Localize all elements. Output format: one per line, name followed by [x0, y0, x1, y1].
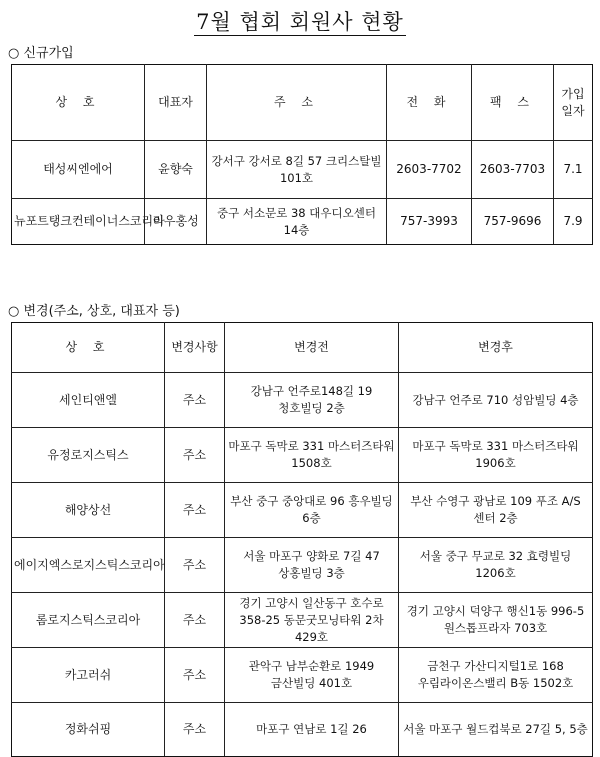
company-name: 세인티앤엘: [12, 373, 165, 428]
header-join-date-line2: 일자: [561, 103, 585, 118]
address-after: 부산 수영구 광남로 109 푸조 A/S 센터 2층: [399, 483, 593, 538]
new-members-heading: ○ 신규가입: [8, 46, 74, 61]
member-rep: 리우홍성: [145, 199, 207, 245]
member-fax: 757-9696: [472, 199, 554, 245]
table-row: [12, 483, 593, 538]
address-before: 관악구 남부순환로 1949 금산빌딩 401호: [225, 648, 399, 703]
company-name: 해양상선: [12, 483, 165, 538]
member-fax: 2603-7703: [472, 141, 554, 199]
member-phone: 757-3993: [387, 199, 472, 245]
address-before: 마포구 연남로 1길 26: [225, 703, 399, 757]
header-join-date-line1: 가입: [561, 86, 585, 101]
table-row: [12, 141, 593, 199]
changes-heading: ○ 변경(주소, 상호, 대표자 등): [8, 304, 180, 319]
member-name: 태성씨엔에어: [12, 141, 145, 199]
change-type: 주소: [165, 648, 225, 703]
change-type: 주소: [165, 538, 225, 593]
header-before: 변경전: [225, 323, 399, 373]
change-type: 주소: [165, 593, 225, 648]
company-name: 롬로지스틱스코리아: [12, 593, 165, 648]
address-after: 서울 중구 무교로 32 효령빌딩 1206호: [399, 538, 593, 593]
table-row: [12, 703, 593, 757]
table-row: [12, 199, 593, 245]
change-type: 주소: [165, 703, 225, 757]
changes-table: [11, 322, 593, 757]
header-name: 상 호: [12, 65, 145, 141]
member-phone: 2603-7702: [387, 141, 472, 199]
header-name: 상 호: [12, 323, 165, 373]
change-type: 주소: [165, 483, 225, 538]
table-row: [12, 593, 593, 648]
table-row: [12, 428, 593, 483]
member-rep: 윤향숙: [145, 141, 207, 199]
company-name: 유정로지스틱스: [12, 428, 165, 483]
address-before: 강남구 언주로148길 19 청호빌딩 2층: [225, 373, 399, 428]
change-type: 주소: [165, 428, 225, 483]
header-after: 변경후: [399, 323, 593, 373]
header-change-type: 변경사항: [165, 323, 225, 373]
address-before: 경기 고양시 일산동구 호수로 358-25 동문굿모닝타워 2차 429호: [225, 593, 399, 648]
member-name: 뉴포트탱크컨테이너스코리아: [12, 199, 145, 245]
member-address: 중구 서소문로 38 대우디오센터 14층: [207, 199, 387, 245]
header-phone: 전 화: [387, 65, 472, 141]
new-members-table: [11, 64, 593, 245]
table-row: [12, 373, 593, 428]
table-header-row: [12, 65, 593, 141]
table-row: [12, 648, 593, 703]
header-rep: 대표자: [145, 65, 207, 141]
company-name: 에이지엑스로지스틱스코리아: [12, 538, 165, 593]
company-name: 카고러쉬: [12, 648, 165, 703]
address-after: 서울 마포구 월드컵북로 27길 5, 5층: [399, 703, 593, 757]
member-address: 강서구 강서로 8길 57 크리스탈빌 101호: [207, 141, 387, 199]
address-before: 마포구 독막로 331 마스터즈타워 1508호: [225, 428, 399, 483]
table-row: [12, 538, 593, 593]
address-after: 강남구 언주로 710 성암빌딩 4층: [399, 373, 593, 428]
page-title: 7월 협회 회원사 현황: [196, 10, 404, 34]
address-after: 마포구 독막로 331 마스터즈타워 1906호: [399, 428, 593, 483]
member-join-date: 7.9: [554, 199, 593, 245]
table-header-row: [12, 323, 593, 373]
change-type: 주소: [165, 373, 225, 428]
address-after: 금천구 가산디지털1로 168 우림라이온스밸리 B동 1502호: [399, 648, 593, 703]
address-before: 서울 마포구 양화로 7길 47 상홍빌딩 3층: [225, 538, 399, 593]
company-name: 정화쉬핑: [12, 703, 165, 757]
header-join-date: [554, 65, 593, 141]
member-join-date: 7.1: [554, 141, 593, 199]
address-after: 경기 고양시 덕양구 행신1동 996-5 원스톱프라자 703호: [399, 593, 593, 648]
address-before: 부산 중구 중앙대로 96 흥우빌딩 6층: [225, 483, 399, 538]
header-address: 주 소: [207, 65, 387, 141]
header-fax: 팩 스: [472, 65, 554, 141]
